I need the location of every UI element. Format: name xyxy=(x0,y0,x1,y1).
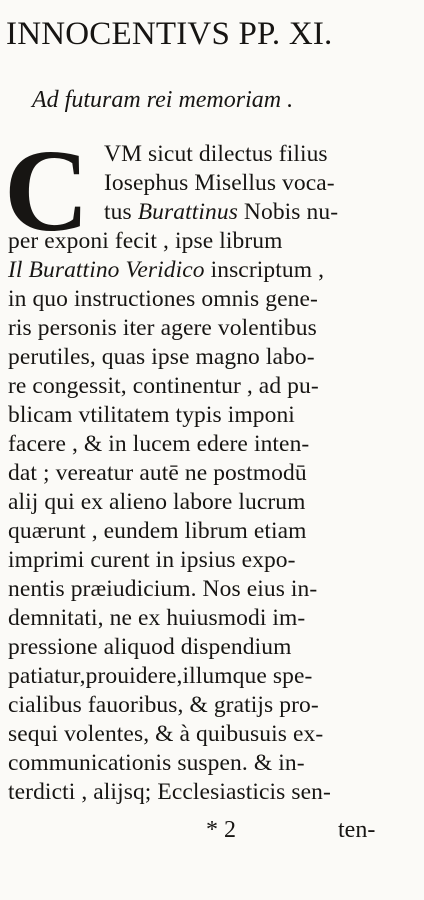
page-heading: INNOCENTIVS PP. XI. xyxy=(6,16,333,52)
text-line: re congessit, continentur , ad pu- xyxy=(8,373,319,399)
text-line: tus Burattinus Nobis nu- xyxy=(104,199,339,225)
text-line: Il Burattino Veridico inscriptum , xyxy=(8,257,325,283)
text-line: per exponi fecit , ipse librum xyxy=(8,228,283,254)
subheading: Ad futuram rei memoriam . xyxy=(32,87,294,113)
text-line: facere , & in lucem edere inten- xyxy=(8,431,310,457)
signature-mark: * 2 xyxy=(206,817,236,843)
text-line: communicationis suspen. & in- xyxy=(8,750,305,776)
text-line: pressione aliquod dispendium xyxy=(8,634,292,660)
text-line: VM sicut dilectus filius xyxy=(104,141,328,167)
text-line: imprimi curent in ipsius expo- xyxy=(8,547,296,573)
text-line: dat ; vereatur autē ne postmodū xyxy=(8,460,307,486)
drop-cap: C xyxy=(4,125,90,256)
text-line: nentis præiudicium. Nos eius in- xyxy=(8,576,318,602)
catchword: ten- xyxy=(338,817,376,843)
text-line-italic-part: Burattinus xyxy=(137,199,238,225)
text-line: quærunt , eundem librum etiam xyxy=(8,518,307,544)
text-line: Iosephus Misellus voca- xyxy=(104,170,335,196)
text-line: blicam vtilitatem typis imponi xyxy=(8,402,295,428)
text-line: ris personis iter agere volentibus xyxy=(8,315,317,341)
text-line: terdicti , alijsq; Ecclesiasticis sen- xyxy=(8,779,331,805)
text-line: demnitati, ne ex huiusmodi im- xyxy=(8,605,306,631)
text-line: alij qui ex alieno labore lucrum xyxy=(8,489,306,515)
text-line: sequi volentes, & à quibusuis ex- xyxy=(8,721,324,747)
text-line: perutiles, quas ipse magno labo- xyxy=(8,344,315,370)
text-line: cialibus fauoribus, & gratijs pro- xyxy=(8,692,319,718)
text-line: in quo instructiones omnis gene- xyxy=(8,286,318,312)
text-line: patiatur,prouidere,illumque spe- xyxy=(8,663,313,689)
